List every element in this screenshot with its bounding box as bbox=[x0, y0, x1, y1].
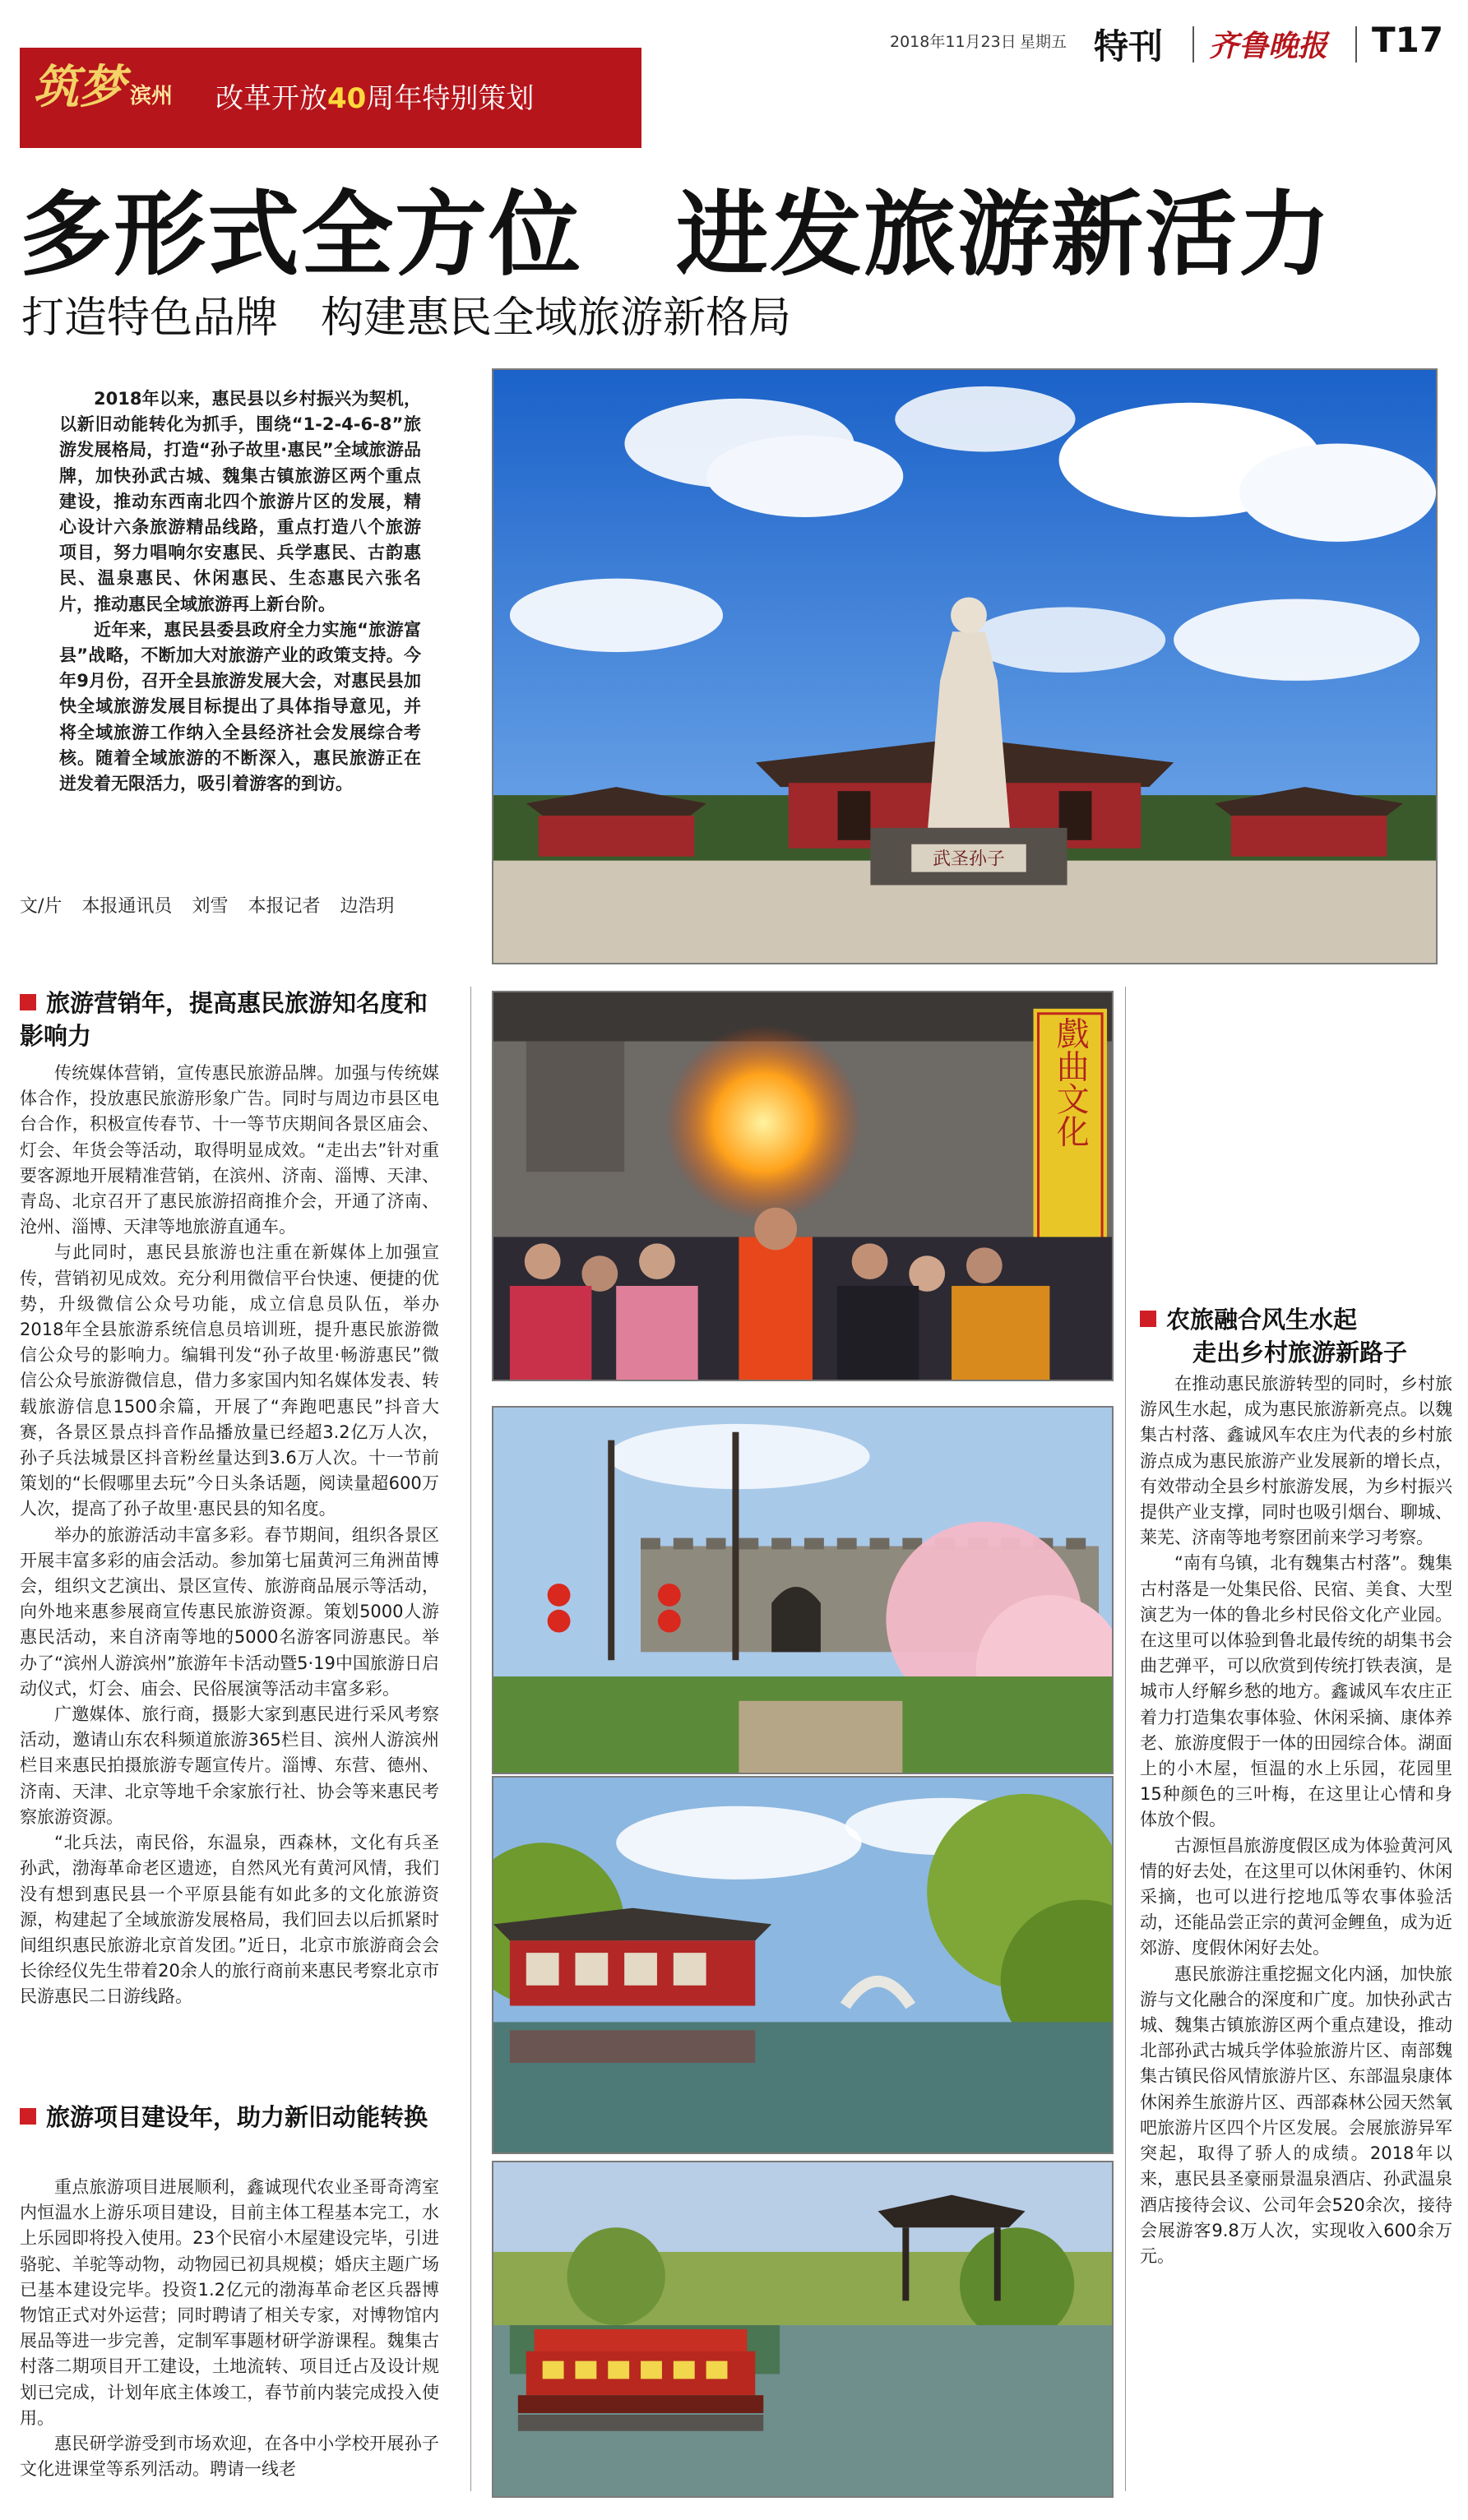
paragraph: 惠民研学游受到市场欢迎，在各中小学校开展孙子文化进课堂等系列活动。聘请一线老 bbox=[20, 2434, 439, 2480]
section-marker bbox=[20, 2108, 36, 2125]
section-1-body bbox=[20, 1061, 439, 2010]
paragraph: 重点旅游项目进展顺利，鑫诚现代农业圣哥奇湾室内恒温水上游乐项目建设，目前主体工程基本完工，水上乐园即将投入使用。23个民宿小木屋建设完毕，引进骆驼、羊驼等动物，动物园已初具规模；婚庆主题广场已基本建设完毕。投资1.2亿元的渤海革命老区兵器博物馆正式对外运营；同时聘请了相关专家，对博物馆内展品等进一步完善，定制军事题材研学游课程。魏集古村落二期项目开工建设，土地流转、项目迁占及设计规划已完成，计划年底主体竣工，春节前内装完成投入使用。 bbox=[20, 2177, 439, 2428]
photo-lake-pavilion bbox=[492, 1776, 1114, 2154]
paragraph: “北兵法，南民俗，东温泉，西森林，文化有兵圣孙武，渤海革命老区遗迹，自然风光有黄河风情，我们没有想到惠民县一个平原县能有如此多的文化旅游资源，构建起了全域旅游发展格局，我们回去以后抓紧时间组织惠民旅游北京首发团。”近日，北京市旅游商会会长徐经仪先生带着20余人的旅行商前来惠民考察北京市民游惠民二日游线路。 bbox=[20, 1833, 439, 2007]
issue-weekday: 星期五 bbox=[1020, 33, 1067, 51]
byline-org: 本报记者 bbox=[248, 896, 321, 917]
byline-name: 边浩玥 bbox=[340, 896, 395, 917]
photo-lake-pavilion-image bbox=[493, 1778, 1112, 2152]
banner-title bbox=[215, 76, 534, 116]
paragraph: 惠民旅游注重挖掘文化内涵，加快旅游与文化融合的深度和广度。加快孙武古城、魏集古镇旅游区两个重点建设，推动北部孙武古城兵学体验旅游片区、南部魏集古镇民俗风情旅游片区、东部温泉康体休闲养生旅游片区、西部森林公园天然氧吧旅游片区四个片区发展。会展旅游异军突起，取得了骄人的成绩。2018年以来，惠民县圣豪丽景温泉酒店、孙武温泉酒店接待会议、公司年会520余次，接待会展游客9.8万人次，实现收入600余万元。 bbox=[1140, 1963, 1452, 2266]
section-marker bbox=[20, 994, 36, 1010]
page-number: T17 bbox=[1372, 20, 1444, 60]
section-3-body bbox=[1140, 1371, 1452, 2269]
lead-paragraph: 近年来，惠民县委县政府全力实施“旅游富县”战略，不断加大对旅游产业的政策支持。今年9月份，召开全县旅游发展大会，对惠民县加快全域旅游发展目标提出了具体指导意见，并将全域旅游工作纳入全县经济社会发展综合考核。随着全域旅游的不断深入，惠民旅游正在迸发着无限活力，吸引着游客的到访。 bbox=[59, 619, 421, 794]
byline-name: 刘雪 bbox=[192, 896, 229, 917]
paragraph: 与此同时，惠民县旅游也注重在新媒体上加强宣传，营销初见成效。充分利用微信平台快速、便捷的优势，升级微信公众号功能，成立信息员队伍，举办2018年全县旅游系统信息员培训班，提升惠民旅游微信公众号的影响力。编辑刊发“孙子故里·畅游惠民”微信公众号旅游微信息，借力多家国内知名媒体发表、转载旅游信息1500余篇，开展了“奔跑吧惠民”抖音大赛，各景区景点抖音作品播放量已经超3.2亿万人次，孙子兵法城景区抖音粉丝量达到3.6万人次。十一节前策划的“长假哪里去玩”今日头条话题，阅读量超600万人次，提高了孙子故里·惠民县的知名度。 bbox=[20, 1242, 439, 1519]
byline bbox=[20, 892, 414, 918]
header-separator bbox=[1355, 26, 1357, 62]
newspaper-name: 齐鲁晚报 bbox=[1209, 29, 1328, 63]
section-2-title: 旅游项目建设年，助力新旧动能转换 bbox=[46, 2103, 428, 2131]
column-divider bbox=[470, 987, 471, 2491]
paragraph: 在推动惠民旅游转型的同时，乡村旅游风生水起，成为惠民旅游新亮点。以魏集古村落、鑫诚风车农庄为代表的乡村旅游点成为惠民旅游产业发展新的增长点，有效带动全县乡村旅游发展，为乡村振兴提供产业支撑，同时也吸引烟台、聊城、莱芜、济南等地考察团前来学习考察。 bbox=[1140, 1374, 1452, 1548]
paragraph: 广邀媒体、旅行商，摄影大家到惠民进行采风考察活动，邀请山东农科频道旅游365栏目、滨州人游滨州栏目来惠民拍摄旅游专题宣传片。淄博、东营、德州、济南、天津、北京等地千余家旅行社、协会等来惠民考察旅游资源。 bbox=[20, 1704, 439, 1827]
lead-paragraph: 2018年以来，惠民县以乡村振兴为契机，以新旧动能转化为抓手，围绕“1-2-4-6-8”旅游发展格局，打造“孙子故里·惠民”全域旅游品牌，加快孙武古城、魏集古镇旅游区两个重点建设，推动东西南北四个旅游片区的发展，精心设计六条旅游精品线路，重点打造八个旅游项目，努力唱响尔安惠民、兵学惠民、古韵惠民、温泉惠民、休闲惠民、生态惠民六张名片，推动惠民全域旅游再上新台阶。 bbox=[59, 389, 421, 614]
paragraph: 传统媒体营销，宣传惠民旅游品牌。加强与传统媒体合作，投放惠民旅游形象广告。同时与周边市县区电台合作，积极宣传春节、十一等节庆期间各景区庙会、灯会、年货会等活动，取得明显成效。“走出去”针对重要客源地开展精准营销，在滨州、济南、淄博、天津、青岛、北京召开了惠民旅游招商推介会，开通了济南、沧州、淄博、天津等地旅游直通车。 bbox=[20, 1063, 439, 1237]
headline: 多形式全方位 进发旅游新活力 bbox=[20, 182, 1332, 289]
banner-logo-text: 筑梦 bbox=[33, 60, 125, 114]
issue-date: 2018年11月23日 bbox=[890, 33, 1016, 51]
section-3-title-line2: 走出乡村旅游新路子 bbox=[1192, 1339, 1408, 1366]
photo-sunzi-statue-image bbox=[493, 370, 1436, 963]
statue-plaque-text: 武圣孙子 bbox=[933, 848, 1005, 870]
section-3-title: 农旅融合风生水起 bbox=[1166, 1306, 1358, 1334]
section-1-heading bbox=[20, 987, 439, 1052]
banner-logo-city: 滨州 bbox=[130, 84, 174, 109]
opera-sign-text: 戲曲文化 bbox=[1051, 1016, 1090, 1148]
paragraph: “南有乌镇，北有魏集古村落”。魏集古村落是一处集民俗、民宿、美食、大型演艺为一体的鲁北乡村民俗文化产业园。在这里可以体验到鲁北最传统的胡集书会曲艺弹平，可以欣赏到传统打铁表演，是城市人纾解乡愁的地方。鑫诚风车农庄正着力打造集农事体验、休闲采摘、康体养老、旅游度假于一体的田园综合体。湖面上的小木屋，恒温的水上乐园，花园里15种颜色的三叶梅，在这里让心情和身体放个假。 bbox=[1140, 1553, 1452, 1830]
banner-logo bbox=[33, 51, 173, 117]
photo-ancient-city-gate-image bbox=[493, 1408, 1112, 1773]
photo-ancient-city-gate bbox=[492, 1406, 1114, 1774]
banner-title-number: 40 bbox=[327, 82, 367, 115]
section-2-body bbox=[20, 2175, 439, 2482]
section-marker bbox=[1140, 1311, 1156, 1327]
photo-river-boat bbox=[492, 2161, 1114, 2498]
section-3-title-line1 bbox=[1140, 1303, 1452, 1336]
header-separator bbox=[1192, 26, 1194, 62]
lead-text bbox=[59, 386, 421, 797]
paragraph: 古源恒昌旅游度假区成为体验黄河风情的好去处，在这里可以休闲垂钓、休闲采摘，也可以进行挖地瓜等农事体验活动，还能品尝正宗的黄河金鲤鱼，成为近郊游、度假休闲好去处。 bbox=[1140, 1835, 1452, 1958]
section-3-heading bbox=[1140, 1303, 1452, 1369]
banner-title-suffix: 周年特别策划 bbox=[366, 82, 535, 115]
subheadline: 打造特色品牌 构建惠民全域旅游新格局 bbox=[21, 294, 792, 343]
photo-fire-performance-image bbox=[493, 992, 1112, 1380]
photo-sunzi-statue bbox=[492, 368, 1438, 964]
section-name: 特刊 bbox=[1094, 26, 1164, 67]
paragraph: 举办的旅游活动丰富多彩。春节期间，组织各景区开展丰富多彩的庙会活动。参加第七届黄河三角洲苗博会，组织文艺演出、景区宣传、旅游商品展示等活动，向外地来惠参展商宣传惠民旅游资源。策划5000人游惠民活动，来自济南等地的5000名游客同游惠民。举办了“滨州人游滨州”旅游年卡活动暨5·19中国旅游日启动仪式，灯会、庙会、民俗展演等活动丰富多彩。 bbox=[20, 1524, 439, 1699]
byline-org: 本报通讯员 bbox=[81, 896, 173, 917]
banner-title-prefix: 改革开放 bbox=[215, 82, 327, 115]
column-divider bbox=[1125, 987, 1126, 2491]
section-2-heading bbox=[20, 2101, 439, 2134]
photo-fire-performance bbox=[492, 991, 1114, 1381]
photo-river-boat-image bbox=[493, 2162, 1112, 2496]
section-1-title: 旅游营销年，提高惠民旅游知名度和影响力 bbox=[20, 989, 428, 1050]
byline-role: 文/片 bbox=[20, 896, 63, 917]
